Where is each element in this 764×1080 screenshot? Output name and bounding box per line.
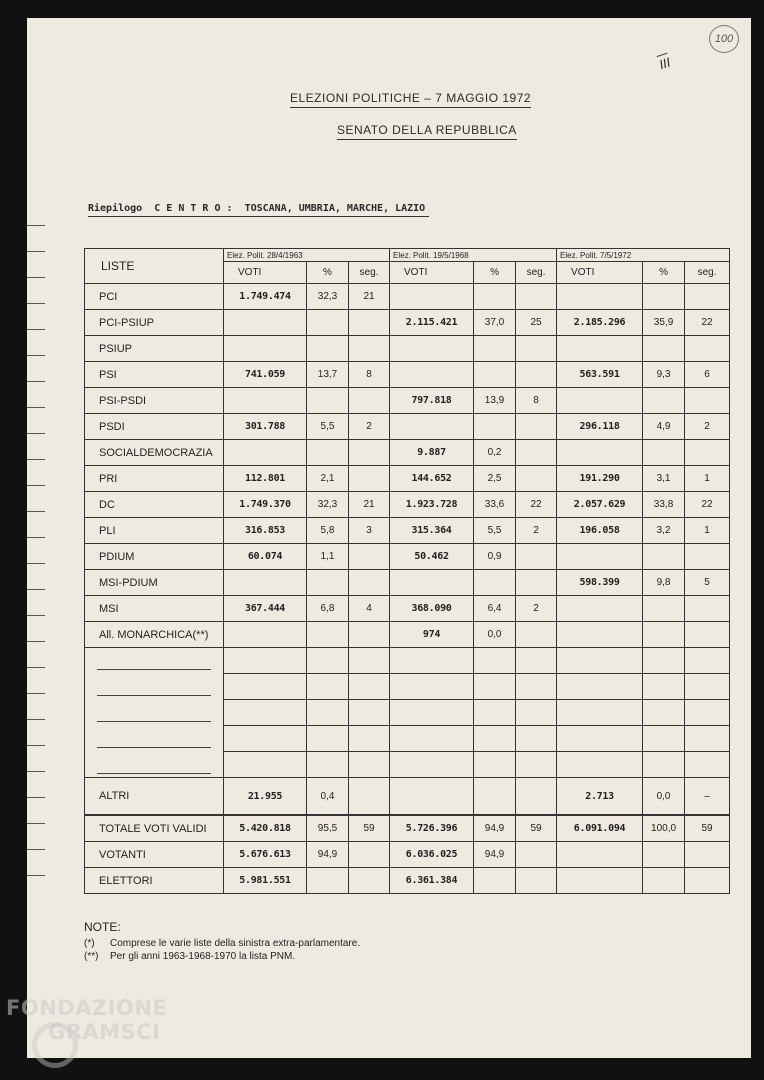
table-row	[85, 466, 730, 492]
col-header-voti-1968: VOTI	[390, 262, 474, 284]
cell-p72: 100,0	[643, 815, 685, 842]
cell-s68	[516, 544, 557, 570]
cell-v63	[224, 388, 307, 414]
edge-tick	[27, 433, 45, 434]
cell-p63	[307, 310, 349, 336]
cell-v68: 368.090	[390, 596, 474, 622]
table-row	[85, 596, 730, 622]
cell-s72: 5	[685, 570, 730, 596]
cell-s72: 22	[685, 492, 730, 518]
row-label-pri: PRI	[85, 466, 224, 492]
edge-tick	[27, 589, 45, 590]
cell-v68: 5.726.396	[390, 815, 474, 842]
cell-v72	[557, 388, 643, 414]
cell-v68: 1.923.728	[390, 492, 474, 518]
cell-v72	[557, 596, 643, 622]
cell-v72: 2.185.296	[557, 310, 643, 336]
cell-p68: 0,0	[474, 622, 516, 648]
cell-p72	[643, 284, 685, 310]
cell-p68	[474, 362, 516, 388]
cell-v68: 144.652	[390, 466, 474, 492]
table-row	[85, 622, 730, 648]
edge-tick	[27, 225, 45, 226]
cell-s72: 59	[685, 815, 730, 842]
cell-p68: 0,9	[474, 544, 516, 570]
cell-v63	[224, 570, 307, 596]
cell-s68	[516, 622, 557, 648]
cell-p72: 35,9	[643, 310, 685, 336]
row-label-psi-psdi: PSI-PSDI	[85, 388, 224, 414]
cell-s72: –	[685, 778, 730, 816]
cell-p63	[307, 440, 349, 466]
table-row	[85, 544, 730, 570]
cell-s68	[516, 466, 557, 492]
cell-s72	[685, 868, 730, 894]
row-label-msi-pdium: MSI-PDIUM	[85, 570, 224, 596]
edge-tick	[27, 329, 45, 330]
cell-v72: 563.591	[557, 362, 643, 388]
table-row	[85, 440, 730, 466]
note-1	[84, 938, 360, 949]
table-row	[85, 284, 730, 310]
col-header-seg-1963: seg.	[349, 262, 390, 284]
cell-p68	[474, 570, 516, 596]
cell-v63: 60.074	[224, 544, 307, 570]
edge-tick	[27, 667, 45, 668]
cell-s72: 6	[685, 362, 730, 388]
table-row	[85, 518, 730, 544]
cell-p72	[643, 336, 685, 362]
cell-s72	[685, 544, 730, 570]
row-label-pdium: PDIUM	[85, 544, 224, 570]
cell-p72	[643, 868, 685, 894]
row-label-pli: PLI	[85, 518, 224, 544]
row-label-msi: MSI	[85, 596, 224, 622]
cell-s68	[516, 414, 557, 440]
cell-v68: 974	[390, 622, 474, 648]
cell-s68: 22	[516, 492, 557, 518]
cell-p63: 5,8	[307, 518, 349, 544]
cell-s68	[516, 868, 557, 894]
cell-p63: 94,9	[307, 842, 349, 868]
cell-p68: 2,5	[474, 466, 516, 492]
cell-s63: 3	[349, 518, 390, 544]
cell-s72: 2	[685, 414, 730, 440]
edge-tick	[27, 849, 45, 850]
cell-s63	[349, 388, 390, 414]
cell-p63	[307, 868, 349, 894]
cell-p72	[643, 842, 685, 868]
riepilogo-label: Riepilogo	[88, 203, 143, 214]
cell-v63: 741.059	[224, 362, 307, 388]
cell-v63: 5.676.613	[224, 842, 307, 868]
note-2-text: Per gli anni 1963-1968-1970 la lista PNM.	[110, 951, 296, 962]
cell-s63: 2	[349, 414, 390, 440]
cell-v63: 5.420.818	[224, 815, 307, 842]
cell-v72: 191.290	[557, 466, 643, 492]
cell-p63	[307, 336, 349, 362]
table-row	[85, 842, 730, 868]
cell-p68: 5,5	[474, 518, 516, 544]
edge-tick	[27, 459, 45, 460]
cell-p63	[307, 622, 349, 648]
row-label-altri: ALTRI	[85, 778, 224, 816]
cell-p63: 5,5	[307, 414, 349, 440]
results-table	[84, 248, 730, 894]
page-mark: III	[657, 54, 673, 73]
edge-tick	[27, 771, 45, 772]
cell-s72	[685, 440, 730, 466]
cell-v63: 367.444	[224, 596, 307, 622]
empty-row	[85, 674, 730, 700]
cell-p72	[643, 440, 685, 466]
cell-v72: 2.713	[557, 778, 643, 816]
cell-p68: 94,9	[474, 815, 516, 842]
cell-s72	[685, 388, 730, 414]
col-header-seg-1968: seg.	[516, 262, 557, 284]
cell-s63	[349, 570, 390, 596]
table-row	[85, 492, 730, 518]
cell-s63	[349, 440, 390, 466]
document-subtitle: SENATO DELLA REPUBBLICA	[337, 123, 517, 140]
edge-tick	[27, 355, 45, 356]
cell-p68	[474, 778, 516, 816]
cell-p72	[643, 596, 685, 622]
cell-v72: 2.057.629	[557, 492, 643, 518]
cell-s72	[685, 336, 730, 362]
table-row	[85, 570, 730, 596]
cell-p63: 2,1	[307, 466, 349, 492]
cell-v63	[224, 310, 307, 336]
cell-p63: 1,1	[307, 544, 349, 570]
cell-p72	[643, 544, 685, 570]
cell-s63	[349, 868, 390, 894]
riepilogo-regions: TOSCANA, UMBRIA, MARCHE, LAZIO	[244, 203, 426, 214]
note-1-mark: (*)	[84, 938, 95, 949]
cell-v72: 598.399	[557, 570, 643, 596]
cell-s68	[516, 284, 557, 310]
table-row	[85, 336, 730, 362]
cell-p68: 0,2	[474, 440, 516, 466]
cell-s63	[349, 544, 390, 570]
edge-tick	[27, 381, 45, 382]
cell-s72: 22	[685, 310, 730, 336]
cell-v63	[224, 440, 307, 466]
row-label-psdi: PSDI	[85, 414, 224, 440]
election-header-1968: Elez. Polit. 19/5/1968	[390, 249, 557, 262]
cell-v63: 301.788	[224, 414, 307, 440]
notes-title: NOTE:	[84, 920, 121, 934]
cell-s63: 59	[349, 815, 390, 842]
cell-p68: 33,6	[474, 492, 516, 518]
col-header-pct-1972: %	[643, 262, 685, 284]
cell-p72: 3,1	[643, 466, 685, 492]
cell-v72	[557, 440, 643, 466]
document-title: ELEZIONI POLITICHE – 7 MAGGIO 1972	[290, 91, 531, 108]
cell-v72: 6.091.094	[557, 815, 643, 842]
cell-s72	[685, 842, 730, 868]
cell-s68	[516, 778, 557, 816]
cell-s68	[516, 440, 557, 466]
page-stamp: 100	[709, 25, 739, 53]
cell-s72	[685, 622, 730, 648]
cell-p68	[474, 336, 516, 362]
edge-tick	[27, 719, 45, 720]
riepilogo-line	[88, 203, 429, 217]
cell-p68	[474, 284, 516, 310]
election-header-1972: Elez. Polit. 7/5/1972	[557, 249, 730, 262]
row-label-pci: PCI	[85, 284, 224, 310]
cell-s68	[516, 570, 557, 596]
edge-tick	[27, 693, 45, 694]
table-row	[85, 310, 730, 336]
cell-s63: 4	[349, 596, 390, 622]
table-row	[85, 778, 730, 816]
election-header-1963: Elez. Polit. 28/4/1963	[224, 249, 390, 262]
edge-tick	[27, 303, 45, 304]
watermark-line-1: FONDAZIONE	[6, 996, 168, 1020]
cell-p68: 13,9	[474, 388, 516, 414]
col-header-pct-1963: %	[307, 262, 349, 284]
cell-p68: 37,0	[474, 310, 516, 336]
cell-v68	[390, 284, 474, 310]
cell-p63: 6,8	[307, 596, 349, 622]
cell-v68: 50.462	[390, 544, 474, 570]
cell-p72: 9,3	[643, 362, 685, 388]
row-label-all-monarchica: All. MONARCHICA(**)	[85, 622, 224, 648]
empty-row	[85, 752, 730, 778]
table-row	[85, 414, 730, 440]
cell-s68: 2	[516, 518, 557, 544]
edge-tick	[27, 745, 45, 746]
edge-tick	[27, 485, 45, 486]
cell-v68: 6.036.025	[390, 842, 474, 868]
edge-tick	[27, 251, 45, 252]
cell-v63: 316.853	[224, 518, 307, 544]
cell-p72: 33,8	[643, 492, 685, 518]
col-header-liste: LISTE	[85, 249, 224, 284]
row-label-socialdemocrazia: SOCIALDEMOCRAZIA	[85, 440, 224, 466]
cell-v72	[557, 284, 643, 310]
note-1-text: Comprese le varie liste della sinistra extra-parlamentare.	[110, 938, 361, 949]
cell-p63: 0,4	[307, 778, 349, 816]
cell-s68: 8	[516, 388, 557, 414]
cell-s63	[349, 622, 390, 648]
cell-v68	[390, 570, 474, 596]
row-label-totale-voti-validi: TOTALE VOTI VALIDI	[85, 815, 224, 842]
cell-v63: 1.749.474	[224, 284, 307, 310]
cell-p68	[474, 868, 516, 894]
cell-v72	[557, 544, 643, 570]
cell-v63	[224, 622, 307, 648]
cell-v68: 315.364	[390, 518, 474, 544]
edge-tick	[27, 875, 45, 876]
cell-v72	[557, 842, 643, 868]
cell-s68: 59	[516, 815, 557, 842]
cell-s68	[516, 842, 557, 868]
cell-p72: 9,8	[643, 570, 685, 596]
cell-p72	[643, 388, 685, 414]
empty-row	[85, 726, 730, 752]
row-label-psiup: PSIUP	[85, 336, 224, 362]
cell-p72: 4,9	[643, 414, 685, 440]
cell-s63	[349, 778, 390, 816]
col-header-seg-1972: seg.	[685, 262, 730, 284]
edge-tick	[27, 563, 45, 564]
cell-v63: 112.801	[224, 466, 307, 492]
note-2-mark: (**)	[84, 951, 99, 962]
row-label-pci-psiup: PCI-PSIUP	[85, 310, 224, 336]
cell-s63: 21	[349, 492, 390, 518]
cell-v68: 2.115.421	[390, 310, 474, 336]
cell-p63: 32,3	[307, 492, 349, 518]
cell-s72	[685, 596, 730, 622]
cell-v68	[390, 414, 474, 440]
cell-v68: 9.887	[390, 440, 474, 466]
edge-tick	[27, 797, 45, 798]
cell-s72: 1	[685, 518, 730, 544]
cell-v72: 196.058	[557, 518, 643, 544]
cell-s68: 2	[516, 596, 557, 622]
col-header-pct-1968: %	[474, 262, 516, 284]
cell-s68	[516, 362, 557, 388]
empty-row	[85, 700, 730, 726]
cell-p72: 3,2	[643, 518, 685, 544]
watermark-logo-icon	[32, 1022, 78, 1068]
cell-p68	[474, 414, 516, 440]
edge-tick	[27, 277, 45, 278]
table-row	[85, 362, 730, 388]
row-label-psi: PSI	[85, 362, 224, 388]
cell-v72	[557, 622, 643, 648]
cell-v63: 1.749.370	[224, 492, 307, 518]
cell-s63: 21	[349, 284, 390, 310]
cell-s63: 8	[349, 362, 390, 388]
cell-v72: 296.118	[557, 414, 643, 440]
cell-s72: 1	[685, 466, 730, 492]
cell-s63	[349, 842, 390, 868]
edge-tick	[27, 511, 45, 512]
cell-s72	[685, 284, 730, 310]
cell-s63	[349, 336, 390, 362]
riepilogo-area: C E N T R O :	[154, 203, 233, 214]
cell-p68: 94,9	[474, 842, 516, 868]
cell-s68: 25	[516, 310, 557, 336]
cell-p68: 6,4	[474, 596, 516, 622]
edge-tick	[27, 823, 45, 824]
cell-v72	[557, 868, 643, 894]
cell-p72	[643, 622, 685, 648]
cell-v68	[390, 336, 474, 362]
empty-row	[85, 648, 730, 674]
table-row	[85, 868, 730, 894]
cell-v68	[390, 778, 474, 816]
cell-v63: 21.955	[224, 778, 307, 816]
table-row	[85, 388, 730, 414]
cell-v68: 6.361.384	[390, 868, 474, 894]
cell-v68	[390, 362, 474, 388]
cell-p63: 13,7	[307, 362, 349, 388]
note-2	[84, 951, 295, 962]
watermark-line-2: GRAMSCI	[48, 1020, 161, 1044]
cell-v72	[557, 336, 643, 362]
col-header-voti-1963: VOTI	[224, 262, 307, 284]
cell-p72: 0,0	[643, 778, 685, 816]
row-label-votanti: VOTANTI	[85, 842, 224, 868]
cell-p63: 32,3	[307, 284, 349, 310]
col-header-voti-1972: VOTI	[557, 262, 643, 284]
cell-v63	[224, 336, 307, 362]
edge-tick	[27, 641, 45, 642]
cell-v63: 5.981.551	[224, 868, 307, 894]
cell-p63	[307, 388, 349, 414]
edge-tick	[27, 615, 45, 616]
row-label-elettori: ELETTORI	[85, 868, 224, 894]
cell-s68	[516, 336, 557, 362]
cell-s63	[349, 310, 390, 336]
table-row	[85, 815, 730, 842]
row-label-dc: DC	[85, 492, 224, 518]
cell-p63: 95,5	[307, 815, 349, 842]
cell-p63	[307, 570, 349, 596]
edge-tick	[27, 407, 45, 408]
cell-s63	[349, 466, 390, 492]
cell-v68: 797.818	[390, 388, 474, 414]
edge-tick	[27, 537, 45, 538]
